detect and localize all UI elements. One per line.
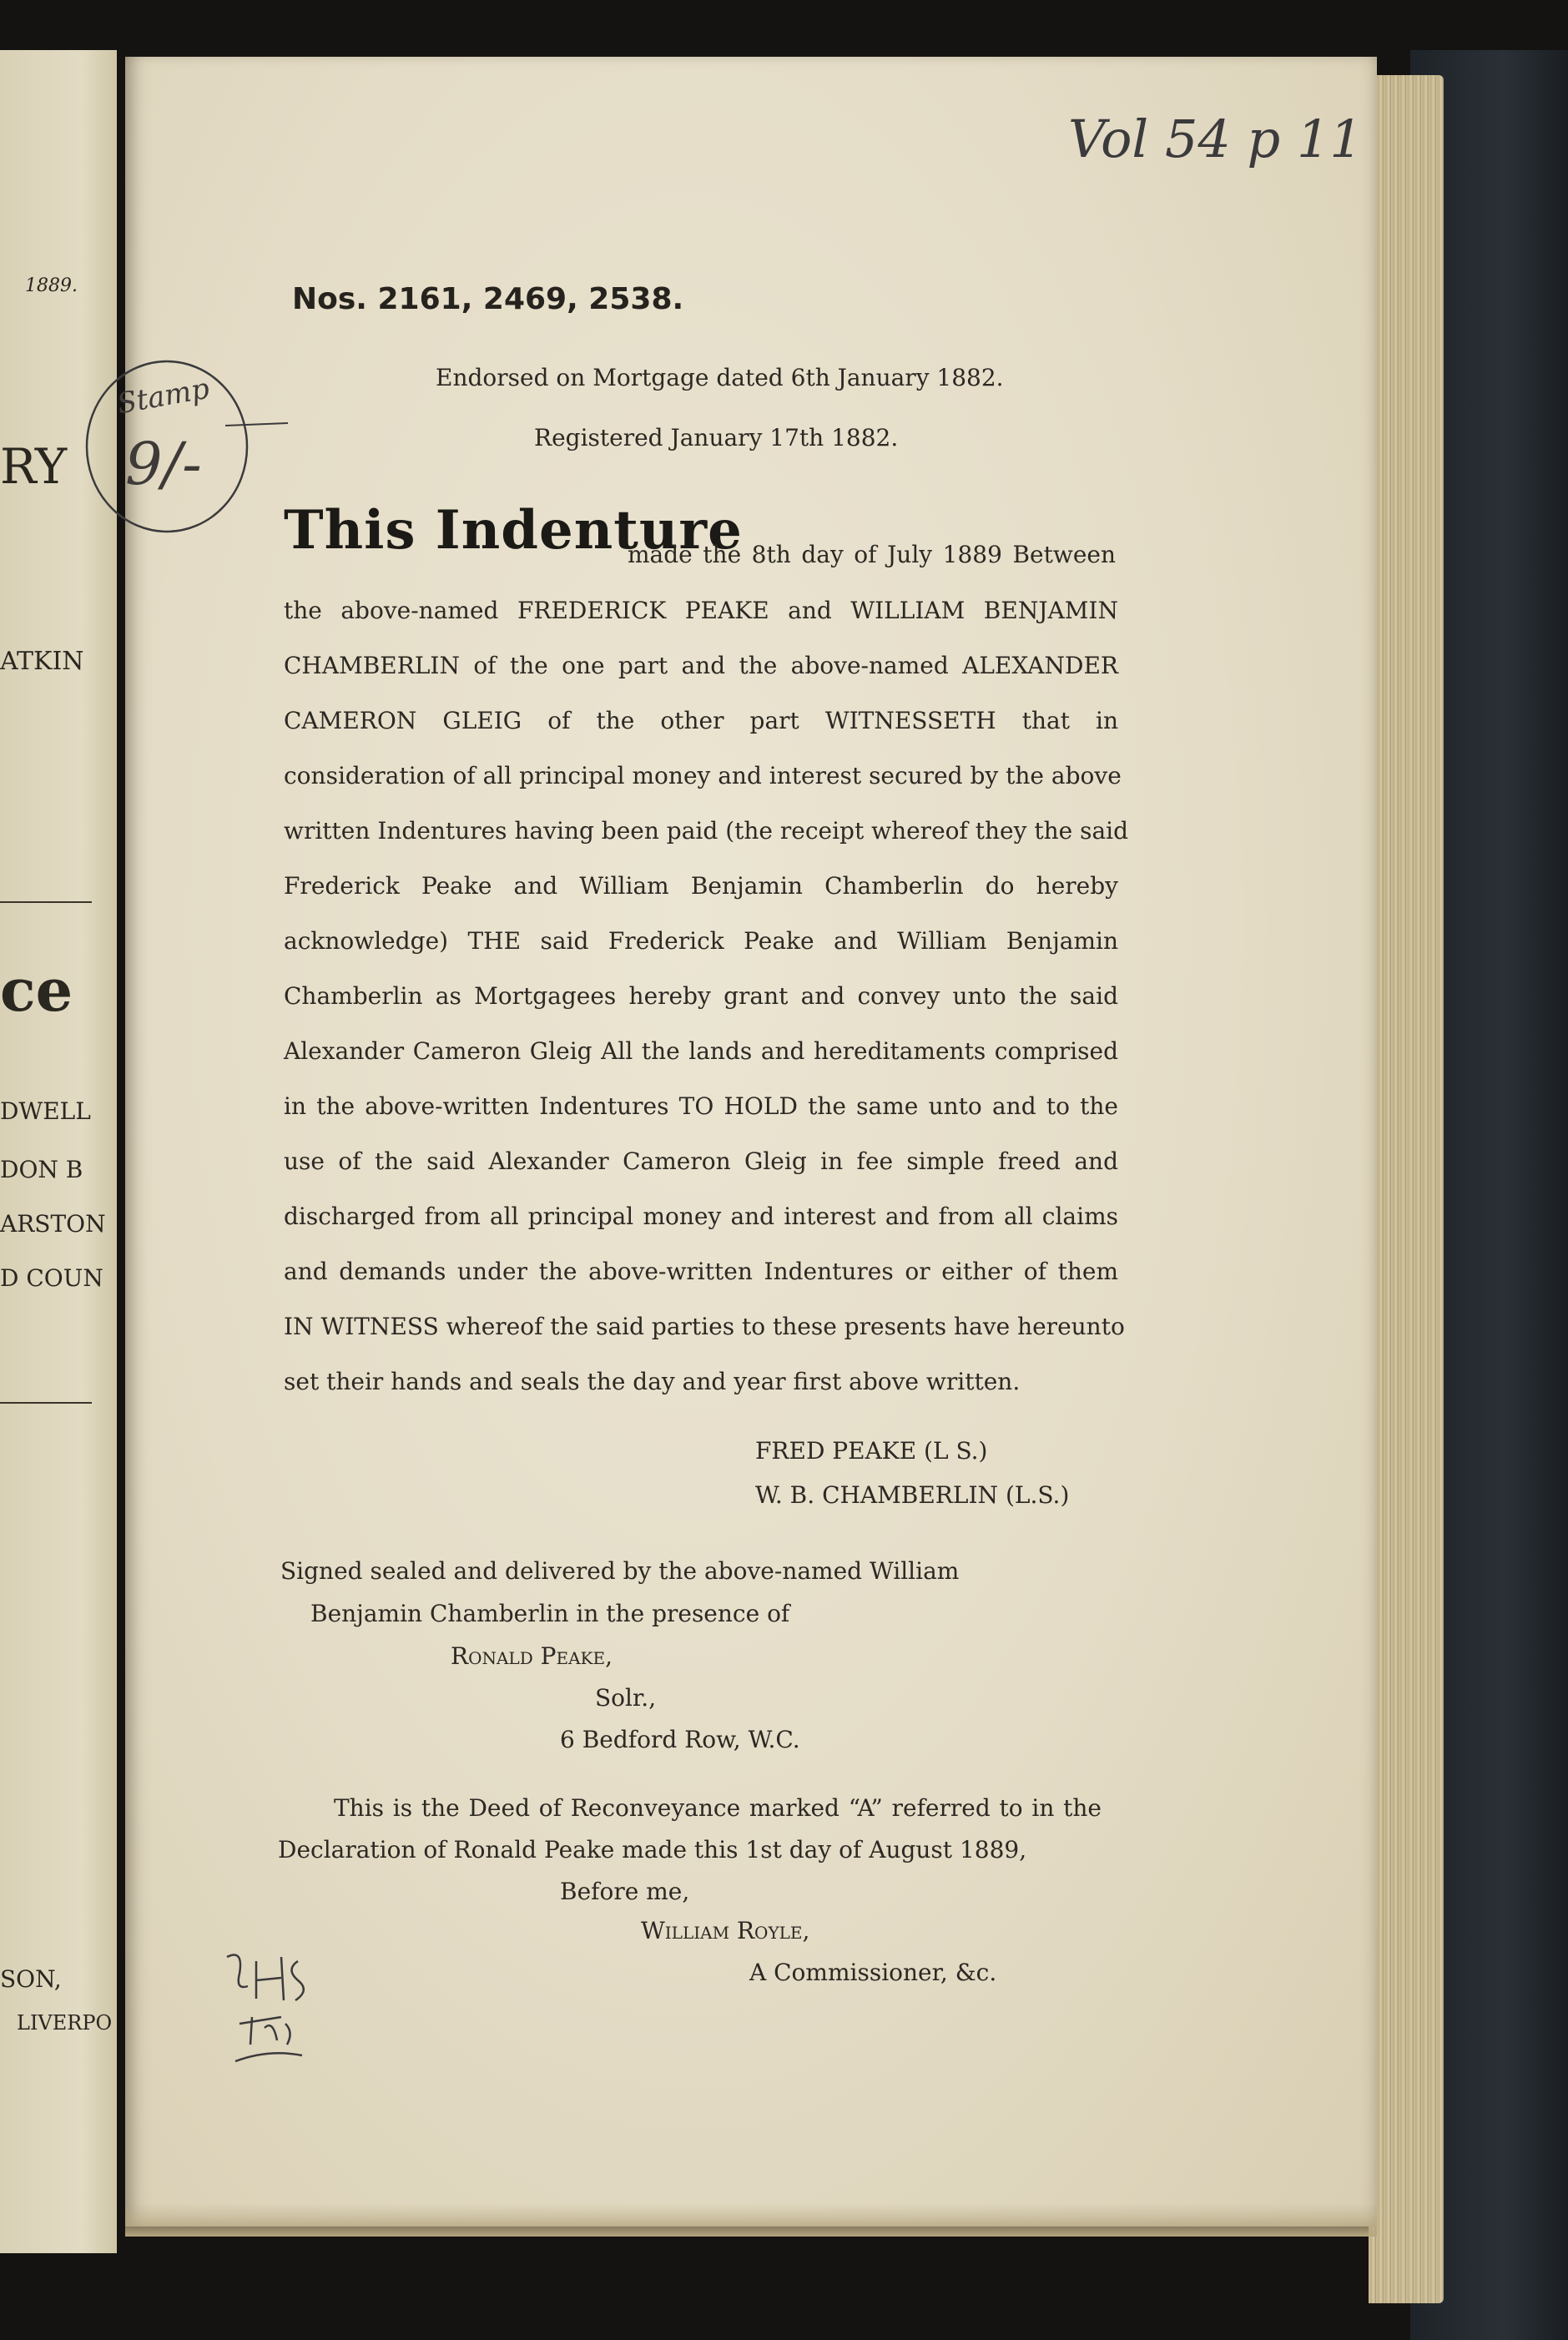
signature-fred-peake: FRED PEAKE (L S.) — [755, 1437, 988, 1465]
endorsement-line-1: Endorsed on Mortgage dated 6th January 1882. — [436, 364, 1004, 391]
declaration-line-2: Declaration of Ronald Peake made this 1st day of August 1889, — [278, 1836, 1027, 1863]
body-line-13: discharged from all principal money and interest and from all claims — [284, 1203, 1118, 1230]
left-rule-top — [0, 901, 92, 903]
body-line-3: CHAMBERLIN of the one part and the above-named ALEXANDER — [284, 652, 1118, 679]
stamp-label: Stamp — [114, 371, 212, 421]
left-fragment-arston: ARSTON — [0, 1210, 106, 1238]
left-fragment-atkin: ATKIN — [0, 647, 84, 676]
left-fragment-don: DON B — [0, 1156, 83, 1183]
body-line-4: CAMERON GLEIG of the other part WITNESSETH that in — [284, 707, 1118, 734]
body-line-5: consideration of all principal money and interest secured by the above — [284, 762, 1122, 789]
indenture-heading: This Indenture — [284, 499, 743, 562]
left-fragment-year: 1889. — [25, 275, 78, 296]
witness-address: 6 Bedford Row, W.C. — [560, 1726, 800, 1753]
body-line-14: and demands under the above-written Indentures or either of them — [284, 1258, 1118, 1285]
left-fragment-ry: RY — [0, 438, 68, 495]
left-fragment-son: SON, — [0, 1965, 62, 1993]
declaration-line-1: This is the Deed of Reconveyance marked “A” referred to in the — [334, 1794, 1102, 1822]
body-line-9: Chamberlin as Mortgagees hereby grant and convey unto the said — [284, 982, 1118, 1010]
witness-name: Ronald Peake, — [451, 1642, 613, 1670]
left-fragment-liverpool: LIVERPO — [17, 2011, 113, 2035]
body-line-16: set their hands and seals the day and year first above written. — [284, 1368, 1021, 1395]
stamp-amount: 9/- — [125, 430, 202, 498]
left-fragment-coun: D COUN — [0, 1264, 103, 1292]
numbers-heading: Nos. 2161, 2469, 2538. — [292, 282, 684, 316]
body-line-12: use of the said Alexander Cameron Gleig in fee simple freed and — [284, 1147, 1118, 1175]
page-stack-edges — [1369, 75, 1444, 2303]
body-line-10: Alexander Cameron Gleig All the lands and hereditaments comprised — [284, 1037, 1118, 1065]
attestation-line-2: Benjamin Chamberlin in the presence of — [310, 1600, 790, 1627]
commissioner-name: William Royle, — [641, 1917, 810, 1944]
left-rule-bottom — [0, 1402, 92, 1404]
commissioner-title: A Commissioner, &c. — [749, 1959, 997, 1986]
left-fragment-dwell: DWELL — [0, 1097, 91, 1125]
body-line-11: in the above-written Indentures TO HOLD the same unto and to the — [284, 1092, 1118, 1120]
declaration-line-3: Before me, — [560, 1878, 690, 1905]
body-line-7: Frederick Peake and William Benjamin Chamberlin do hereby — [284, 872, 1118, 900]
signature-w-b-chamberlin: W. B. CHAMBERLIN (L.S.) — [755, 1481, 1070, 1509]
witness-title: Solr., — [595, 1684, 657, 1712]
left-fragment-ce: ce — [0, 956, 73, 1025]
body-line-15: IN WITNESS whereof the said parties to these presents have hereunto — [284, 1313, 1125, 1340]
body-line-2: the above-named FREDERICK PEAKE and WILLIAM BENJAMIN — [284, 597, 1118, 624]
body-line-6: written Indentures having been paid (the receipt whereof they the said — [284, 817, 1129, 845]
body-line-1: made the 8th day of July 1889 Between — [628, 541, 1116, 568]
page-bottom-shadow — [125, 2203, 1377, 2237]
volume-note: Vol 54 p 11 — [1068, 108, 1363, 169]
endorsement-line-2: Registered January 17th 1882. — [534, 424, 899, 451]
handwritten-initials-icon — [219, 1940, 319, 2074]
attestation-line-1: Signed sealed and delivered by the above-named William — [280, 1557, 960, 1585]
body-line-8: acknowledge) THE said Frederick Peake and William Benjamin — [284, 927, 1118, 955]
